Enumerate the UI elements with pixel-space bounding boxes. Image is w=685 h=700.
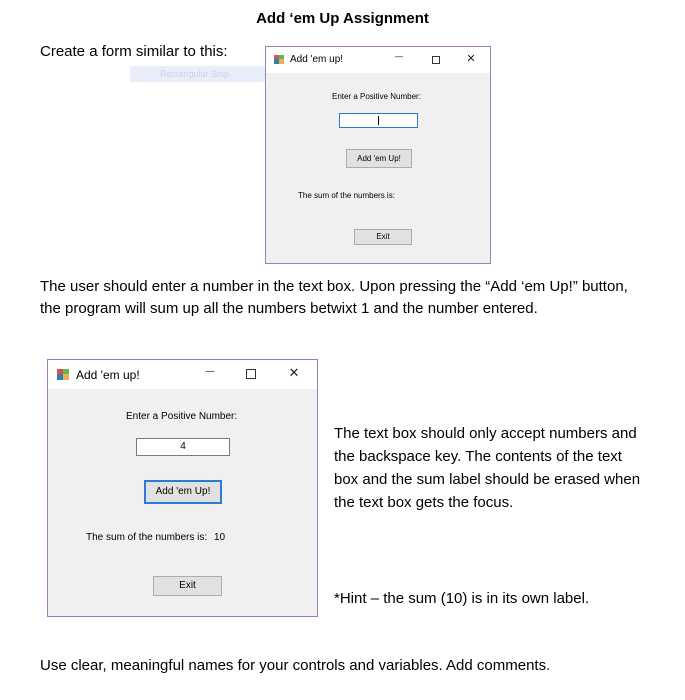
- sum-label: The sum of the numbers is:: [298, 191, 395, 200]
- closing-text: Use clear, meaningful names for your controls and variables. Add comments.: [40, 657, 551, 674]
- sum-label: The sum of the numbers is:: [86, 532, 208, 543]
- window-title: Add 'em up!: [290, 54, 344, 65]
- title-bar: [48, 360, 317, 389]
- requirements-text: The text box should only accept numbers and the backspace key. The contents of the text box and the sum label should be erased when the text box gets the focus.: [334, 425, 641, 511]
- text-caret: [378, 116, 379, 125]
- description-text: The user should enter a number in the text box. Upon pressing the “Add ‘em Up!” button, the program will sum up all the numbers betwixt 1 and the number entered.: [40, 278, 628, 317]
- exit-button[interactable]: Exit: [354, 229, 412, 245]
- form-screenshot-empty: [265, 46, 491, 264]
- minimize-button[interactable]: —: [394, 52, 404, 62]
- window-title: Add 'em up!: [76, 368, 140, 382]
- snip-tool-overlay: Rectangular Snip: [130, 66, 292, 82]
- maximize-button[interactable]: [432, 56, 440, 64]
- sum-value: 10: [214, 532, 226, 543]
- app-icon: [57, 369, 69, 380]
- add-em-up-button[interactable]: Add 'em Up!: [346, 149, 412, 168]
- prompt-label: Enter a Positive Number:: [332, 92, 421, 101]
- document-title: Add ‘em Up Assignment: [256, 10, 429, 27]
- title-bar: [266, 47, 490, 73]
- number-input[interactable]: 4: [136, 438, 230, 456]
- close-button[interactable]: ✕: [288, 366, 300, 381]
- minimize-button[interactable]: —: [205, 366, 215, 377]
- maximize-button[interactable]: [246, 369, 256, 379]
- hint-text: *Hint – the sum (10) is in its own label.: [334, 590, 590, 607]
- form-screenshot-filled: [47, 359, 318, 617]
- add-em-up-button[interactable]: Add 'em Up!: [144, 480, 222, 504]
- exit-button[interactable]: Exit: [153, 576, 222, 596]
- app-icon: [274, 55, 284, 64]
- close-button[interactable]: ✕: [466, 52, 476, 65]
- intro-text: Create a form similar to this:: [40, 43, 228, 60]
- prompt-label: Enter a Positive Number:: [126, 411, 238, 422]
